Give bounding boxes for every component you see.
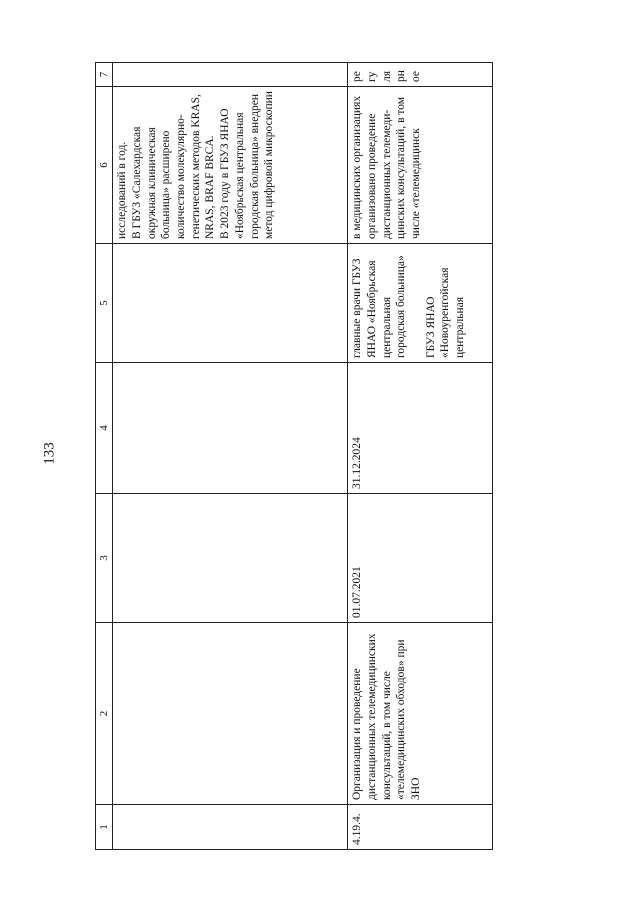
table-row-continued [113, 63, 348, 850]
cell-empty [113, 494, 348, 623]
header-col-5: 5 [96, 244, 113, 363]
header-col-6: 6 [96, 87, 113, 244]
header-col-2: 2 [96, 623, 113, 805]
row-title: Организация и проведение дистанционных телемедицинских консультаций, в том числе «телемедицинских обходов» при ЗНО [348, 623, 493, 805]
header-col-3: 3 [96, 494, 113, 623]
cell-empty [113, 623, 348, 805]
document-table-rotated [95, 62, 605, 850]
cell-results-continued: исследований в год. В ГБУЗ «Салехардская окружная клиническая больница» расширено количество молекулярно-генетических методов KRAS, NRAS, BRAF BRCA. В 2023 году в ГБУЗ ЯНАО «Ноябрьская центральная городская больница» внедрен метод цифровой микроскопии [113, 87, 348, 244]
row-start-date: 01.07.2021 [348, 494, 493, 623]
cell-empty [113, 805, 348, 850]
header-col-4: 4 [96, 363, 113, 494]
row-end-date: 31.12.2024 [348, 363, 493, 494]
table-row [348, 63, 493, 850]
cell-empty [113, 244, 348, 363]
plan-table [95, 62, 493, 850]
header-col-1: 1 [96, 805, 113, 850]
row-responsible: главные врачи ГБУЗ ЯНАО «Ноябрьская центральная городская больница» ГБУЗ ЯНАО «Новоуренгойская центральная [348, 244, 493, 363]
row-number: 4.19.4. [348, 805, 493, 850]
cell-empty [113, 63, 348, 87]
header-row [96, 63, 113, 850]
header-col-7: 7 [96, 63, 113, 87]
page-number: 133 [41, 442, 58, 465]
cell-empty [113, 363, 348, 494]
row-result: в медицинских организациях организовано проведение дистанционных телемеди-цинских консультаций, в том числе «телемедицинск [348, 87, 493, 244]
row-frequency: регулярное [348, 63, 493, 87]
